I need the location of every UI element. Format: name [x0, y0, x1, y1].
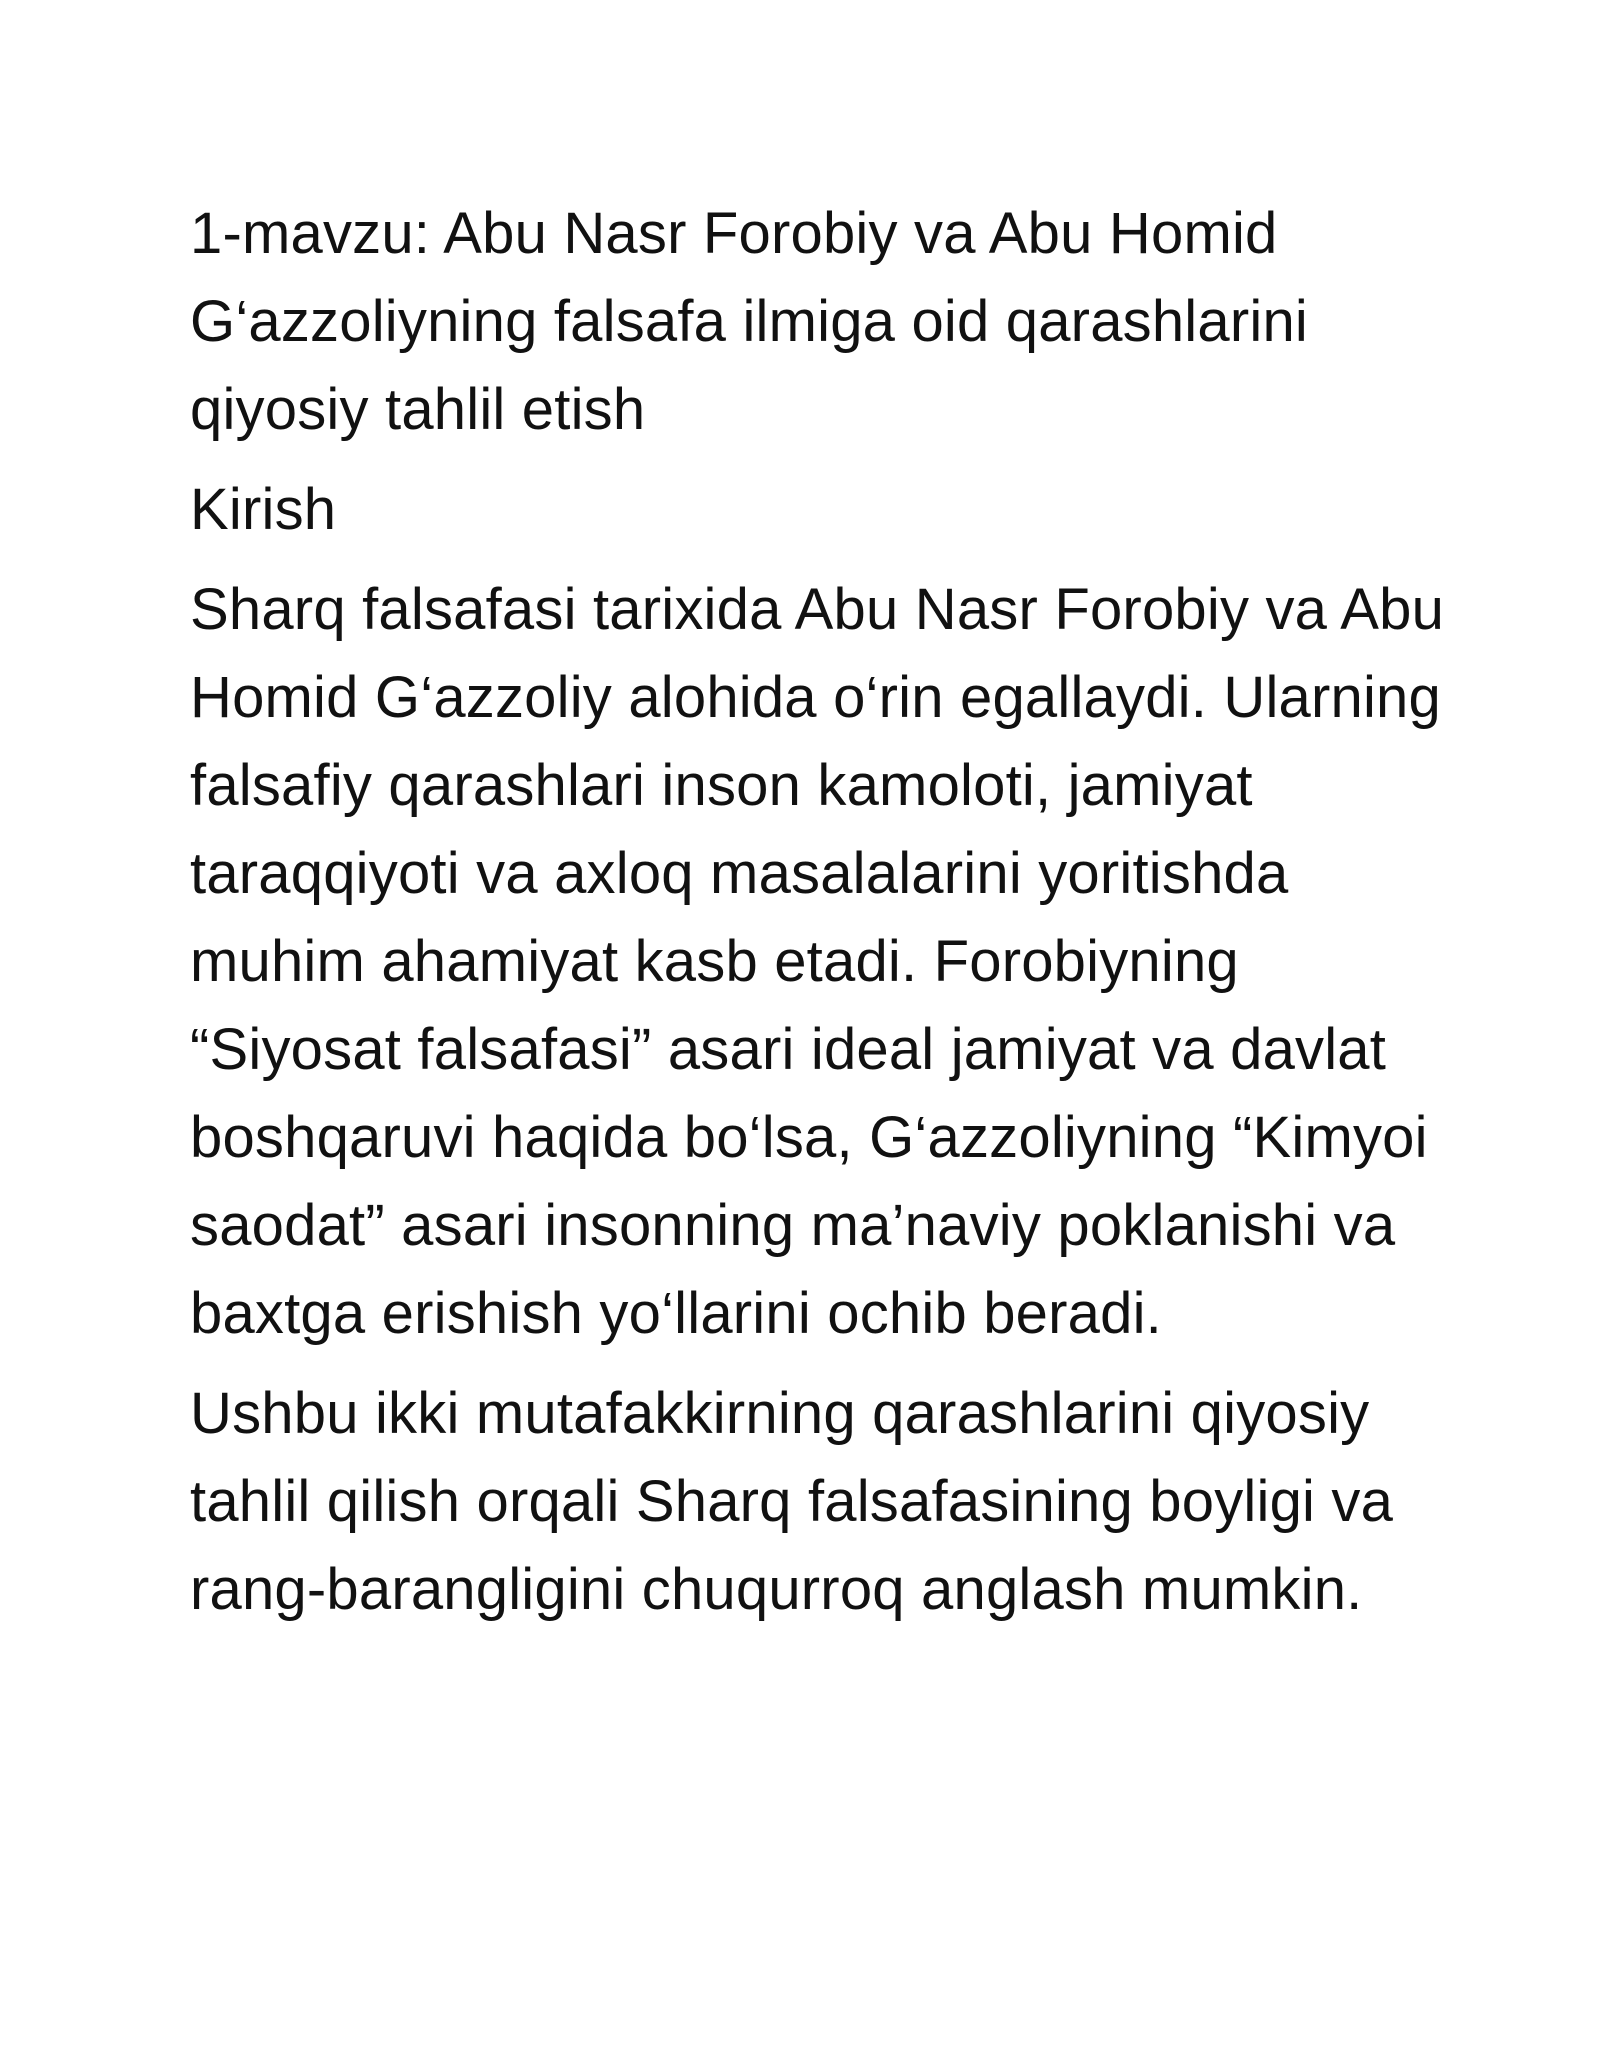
section-heading: Kirish [190, 477, 337, 542]
document-title: 1-mavzu: Abu Nasr Forobiy va Abu Homid G‘azzoliyning falsafa ilmiga oid qarashlarini qiyosiy tahlil etish [190, 201, 1308, 442]
paragraph-intro: Sharq falsafasi tarixida Abu Nasr Forobiy va Abu Homid G‘azzoliy alohida o‘rin egallaydi. Ularning falsafiy qarashlari inson kamoloti, jamiyat taraqqiyoti va axloq masalalarini yoritishda muhim ahamiyat kasb etadi. Forobiyning “Siyosat falsafasi” asari ideal jamiyat va davlat boshqaruvi haqida bo‘lsa, G‘azzoliyning “Kimyoi saodat” asari insonning ma’naviy poklanishi va baxtga erishish yo‘llarini ochib beradi. [190, 577, 1445, 1346]
document-page [190, 190, 1450, 1646]
paragraph-conclusion: Ushbu ikki mutafakkirning qarashlarini qiyosiy tahlil qilish orqali Sharq falsafasining boyligi va rang-barangligini chuqurroq anglash mumkin. [190, 1381, 1394, 1622]
